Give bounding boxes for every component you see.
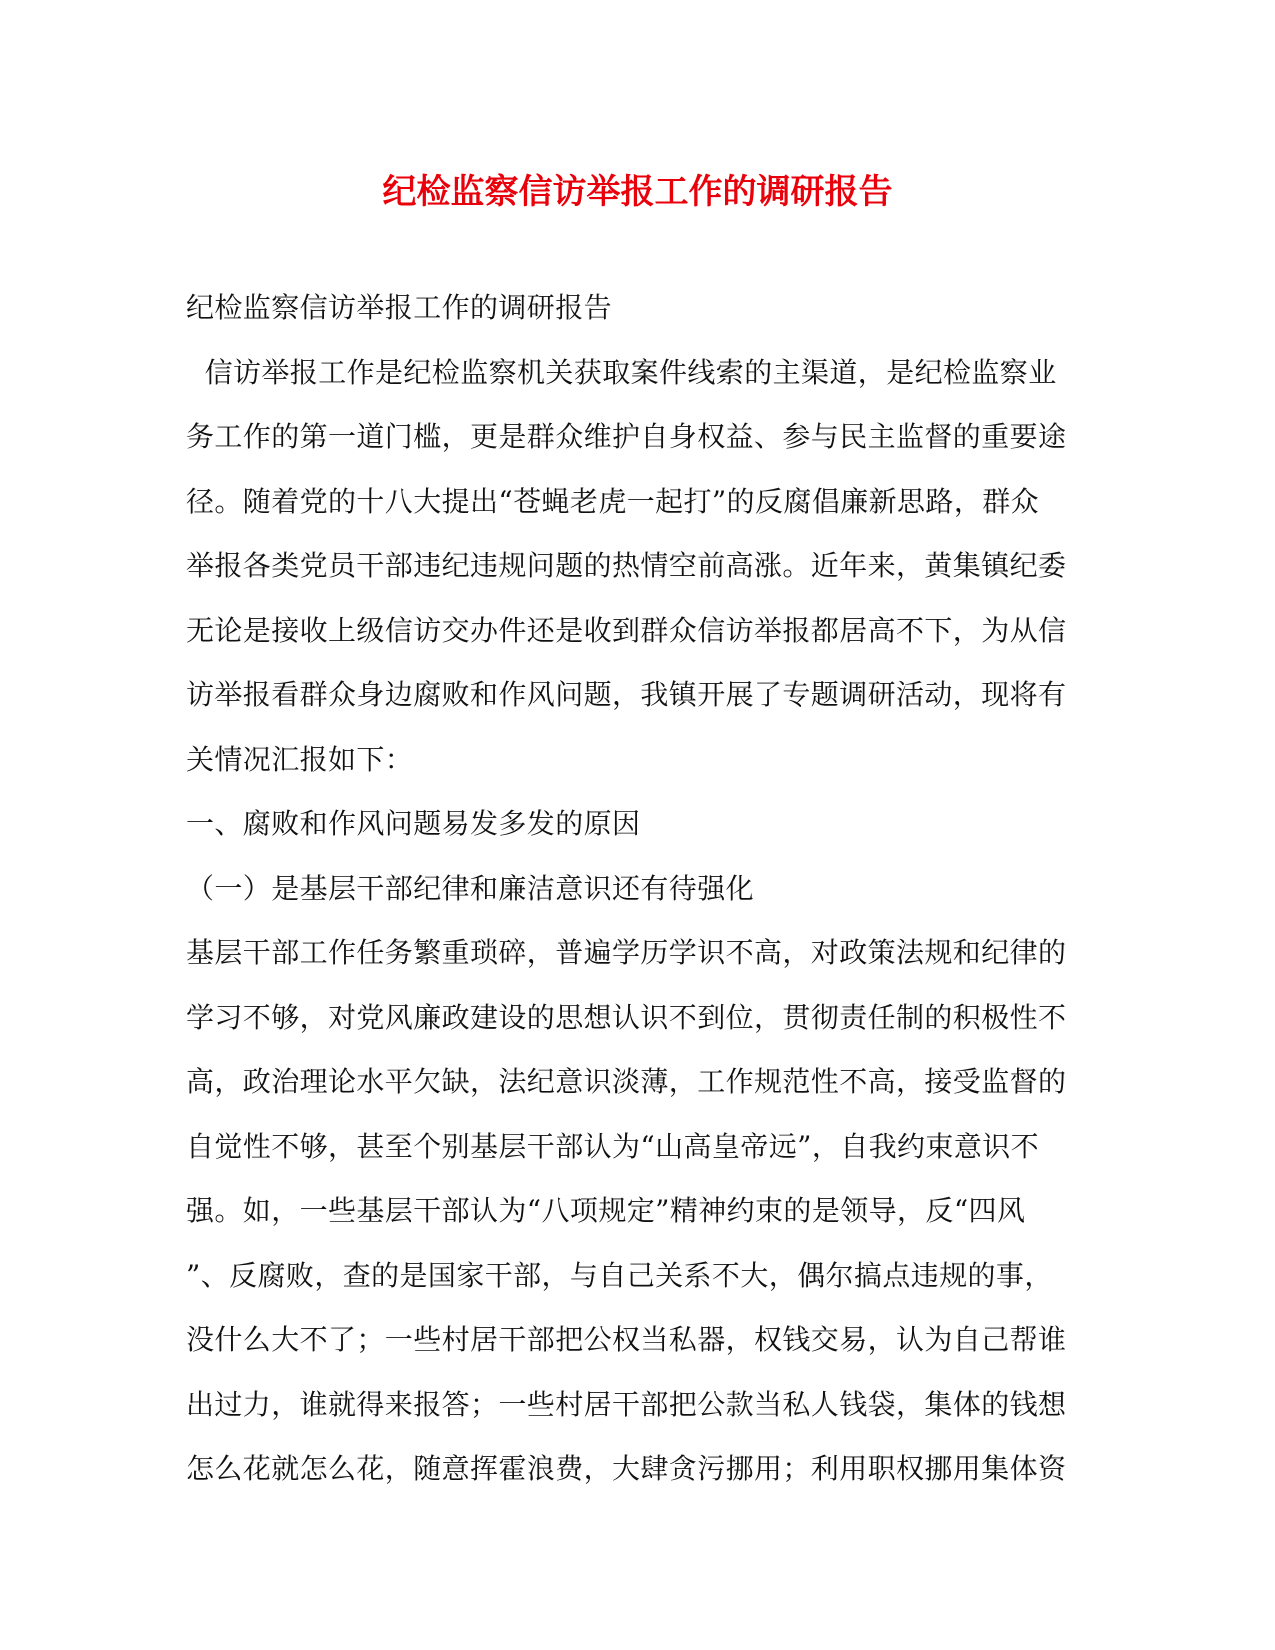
body-line: 径。随着党的十八大提出“苍蝇老虎一起打”的反腐倡廉新思路，群众 — [186, 484, 1040, 518]
body-line: 没什么大不了；一些村居干部把公权当私器，权钱交易，认为自己帮谁 — [186, 1323, 1067, 1356]
body-line: 信访举报工作是纪检监察机关获取案件线索的主渠道，是纪检监察业 — [186, 355, 1057, 389]
section-heading: 一、腐败和作风问题易发多发的原因 — [186, 807, 641, 840]
body-line-subtitle: 纪检监察信访举报工作的调研报告 — [186, 291, 613, 324]
body-line: 关情况汇报如下： — [186, 742, 414, 776]
body-line: 无论是接收上级信访交办件还是收到群众信访举报都居高不下，为从信 — [186, 613, 1067, 647]
body-line: 学习不够，对党风廉政建设的思想认识不到位，贯彻责任制的积极性不 — [186, 1000, 1067, 1034]
body-line: 基层干部工作任务繁重琐碎，普遍学历学识不高，对政策法规和纪律的 — [186, 936, 1067, 969]
body-line: 举报各类党员干部违纪违规问题的热情空前高涨。近年来，黄集镇纪委 — [186, 549, 1067, 582]
body-line: ”、反腐败，查的是国家干部，与自己关系不大，偶尔搞点违规的事， — [186, 1258, 1053, 1292]
subsection-heading: （一）是基层干部纪律和廉洁意识还有待强化 — [186, 871, 755, 905]
body-line: 强。如，一些基层干部认为“八项规定”精神约束的是领导，反“四风 — [186, 1194, 1026, 1227]
body-line: 怎么花就怎么花，随意挥霍浪费，大肆贪污挪用；利用职权挪用集体资 — [186, 1452, 1067, 1485]
document-body — [186, 276, 1086, 1502]
body-line: 高，政治理论水平欠缺，法纪意识淡薄，工作规范性不高，接受监督的 — [186, 1065, 1067, 1098]
body-line: 务工作的第一道门槛，更是群众维护自身权益、参与民主监督的重要途 — [186, 420, 1067, 453]
document-title: 纪检监察信访举报工作的调研报告 — [382, 172, 893, 212]
body-line: 出过力，谁就得来报答；一些村居干部把公款当私人钱袋，集体的钱想 — [186, 1387, 1067, 1421]
body-line: 自觉性不够，甚至个别基层干部认为“山高皇帝远”，自我约束意识不 — [186, 1129, 1040, 1163]
body-line: 访举报看群众身边腐败和作风问题，我镇开展了专题调研活动，现将有 — [186, 678, 1067, 711]
